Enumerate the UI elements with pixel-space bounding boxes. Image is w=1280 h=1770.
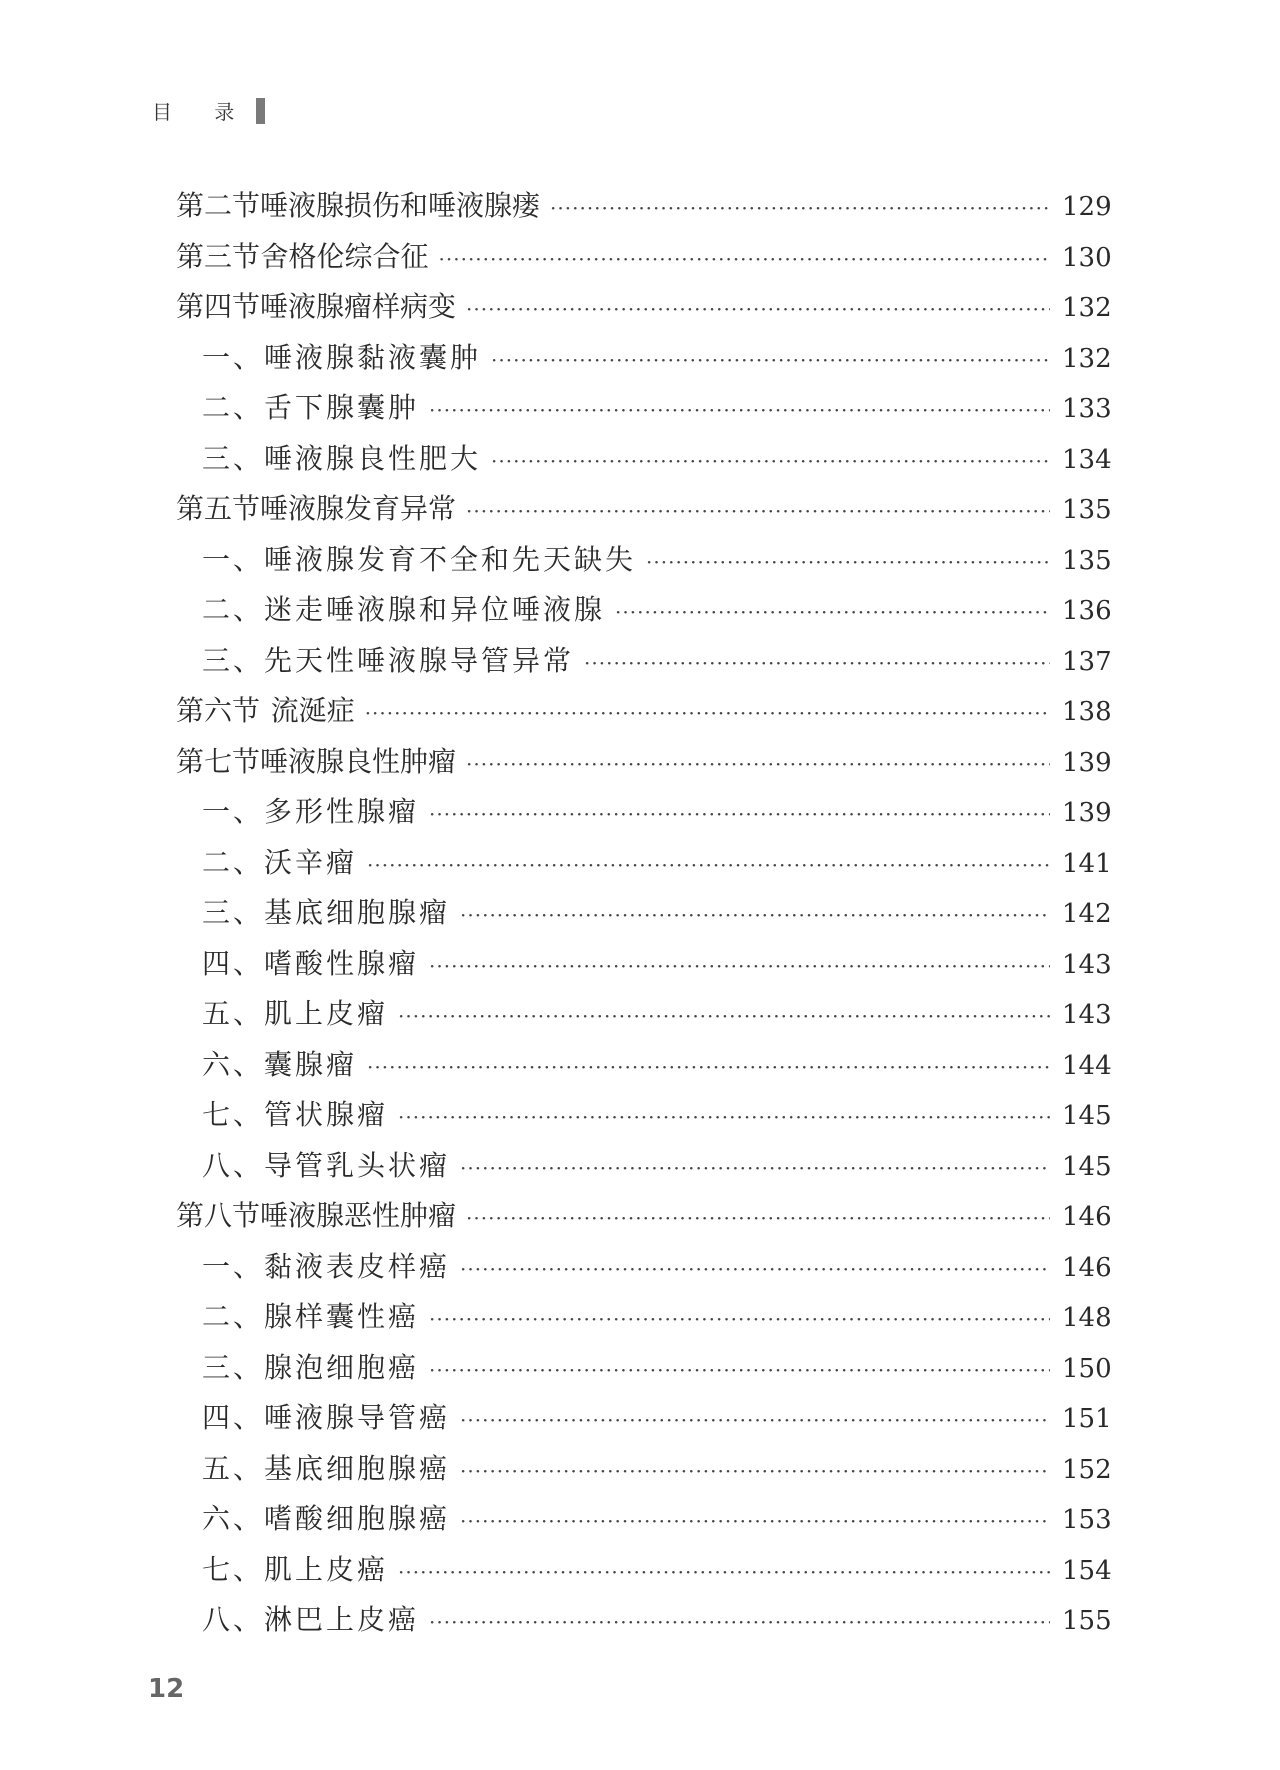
toc-leader-dots	[460, 1244, 1050, 1295]
toc-section-entry[interactable]	[176, 737, 1112, 788]
toc-leader-dots	[466, 486, 1050, 537]
toc-page-number: 132	[1062, 293, 1112, 323]
toc-leader-dots	[398, 1092, 1050, 1143]
toc-page-number: 138	[1062, 697, 1112, 727]
toc-leader-dots	[429, 789, 1050, 840]
toc-entry-title: 三、先天性唾液腺导管异常	[202, 643, 575, 677]
toc-subentry[interactable]	[176, 434, 1112, 485]
table-of-contents	[176, 181, 1112, 1646]
toc-subentry[interactable]	[176, 888, 1112, 939]
toc-leader-dots	[584, 638, 1050, 689]
toc-leader-dots	[429, 941, 1050, 992]
toc-page-number: 133	[1062, 394, 1112, 424]
toc-entry-title: 唾液腺恶性肿瘤	[260, 1199, 457, 1232]
toc-page-number: 139	[1062, 747, 1112, 778]
toc-entry-title: 唾液腺良性肿瘤	[260, 744, 457, 778]
toc-leader-dots	[429, 1597, 1050, 1648]
toc-entry-title: 一、多形性腺瘤	[202, 795, 420, 828]
toc-entry-title: 一、黏液表皮样癌	[202, 1249, 451, 1283]
toc-subentry[interactable]	[176, 989, 1112, 1040]
toc-page-number: 151	[1062, 1404, 1112, 1434]
page-number: 12	[148, 1674, 185, 1704]
toc-subentry[interactable]	[176, 1141, 1112, 1192]
toc-section-number: 第二节	[176, 189, 261, 222]
toc-page-number: 144	[1062, 1050, 1112, 1081]
toc-page-number: 142	[1062, 899, 1112, 929]
toc-leader-dots	[398, 991, 1050, 1042]
toc-subentry[interactable]	[176, 1595, 1112, 1646]
toc-page-number: 152	[1062, 1454, 1112, 1485]
toc-subentry[interactable]	[176, 1494, 1112, 1545]
toc-entry-title: 七、管状腺瘤	[202, 1098, 389, 1131]
toc-entry-title: 六、囊腺瘤	[202, 1047, 358, 1081]
toc-section-entry[interactable]	[176, 1191, 1112, 1242]
toc-leader-dots	[460, 890, 1050, 941]
toc-section-entry[interactable]	[176, 484, 1112, 535]
header-bar	[256, 98, 265, 124]
toc-page-number: 146	[1062, 1252, 1112, 1283]
toc-leader-dots	[429, 1294, 1050, 1345]
header-title: 目 录	[152, 100, 253, 124]
toc-leader-dots	[466, 739, 1050, 790]
toc-leader-dots	[550, 183, 1050, 234]
toc-section-number: 第七节	[176, 744, 261, 778]
toc-entry-title: 四、唾液腺导管癌	[202, 1401, 451, 1434]
toc-page-number: 130	[1062, 242, 1112, 273]
toc-subentry[interactable]	[176, 939, 1112, 990]
toc-entry-title: 舍格伦综合征	[260, 239, 429, 273]
toc-page-number: 139	[1062, 798, 1112, 828]
toc-entry-title: 五、基底细胞腺癌	[202, 1451, 451, 1485]
toc-entry-title: 唾液腺损伤和唾液腺瘘	[260, 189, 541, 222]
toc-page-number: 143	[1062, 949, 1112, 980]
toc-leader-dots	[491, 436, 1050, 487]
toc-page-number: 137	[1062, 646, 1112, 677]
toc-entry-title: 二、腺样囊性癌	[202, 1300, 420, 1333]
toc-subentry[interactable]	[176, 585, 1112, 636]
toc-entry-title: 七、肌上皮癌	[202, 1552, 389, 1586]
toc-subentry[interactable]	[176, 1343, 1112, 1394]
toc-entry-title: 三、唾液腺良性肥大	[202, 441, 482, 475]
toc-page-number: 129	[1062, 192, 1112, 222]
toc-subentry[interactable]	[176, 1393, 1112, 1444]
toc-page-number: 141	[1062, 848, 1112, 879]
toc-leader-dots	[646, 537, 1050, 588]
toc-entry-title: 流涎症	[270, 694, 355, 727]
toc-entry-title: 一、唾液腺黏液囊肿	[202, 340, 482, 374]
toc-subentry[interactable]	[176, 1040, 1112, 1091]
toc-leader-dots	[491, 335, 1050, 386]
toc-subentry[interactable]	[176, 1292, 1112, 1343]
toc-subentry[interactable]	[176, 787, 1112, 838]
toc-entry-title: 唾液腺发育异常	[260, 492, 457, 525]
toc-page-number: 148	[1062, 1303, 1112, 1333]
toc-leader-dots	[466, 284, 1050, 335]
toc-leader-dots	[398, 1547, 1050, 1598]
toc-page-number: 135	[1062, 495, 1112, 525]
toc-section-number: 第六节	[176, 694, 261, 727]
toc-subentry[interactable]	[176, 636, 1112, 687]
toc-subentry[interactable]	[176, 383, 1112, 434]
toc-leader-dots	[429, 385, 1050, 436]
toc-page-number: 134	[1062, 444, 1112, 475]
toc-entry-title: 八、导管乳头状瘤	[202, 1148, 451, 1182]
toc-entry-title: 三、基底细胞腺瘤	[202, 896, 451, 929]
toc-leader-dots	[367, 840, 1050, 891]
toc-section-number: 第四节	[176, 290, 261, 323]
toc-page-number: 145	[1062, 1101, 1112, 1131]
toc-leader-dots	[460, 1143, 1050, 1194]
toc-leader-dots	[460, 1496, 1050, 1547]
toc-leader-dots	[429, 1345, 1050, 1396]
toc-subentry[interactable]	[176, 1242, 1112, 1293]
toc-page-number: 150	[1062, 1353, 1112, 1384]
running-header	[152, 96, 265, 125]
toc-page-number: 145	[1062, 1151, 1112, 1182]
toc-page-number: 135	[1062, 545, 1112, 576]
toc-leader-dots	[367, 1042, 1050, 1093]
toc-subentry[interactable]	[176, 535, 1112, 586]
toc-leader-dots	[460, 1395, 1050, 1446]
toc-page-number: 136	[1062, 596, 1112, 626]
toc-section-entry[interactable]	[176, 282, 1112, 333]
toc-page-number: 146	[1062, 1202, 1112, 1232]
toc-entry-title: 唾液腺瘤样病变	[260, 290, 457, 323]
toc-entry-title: 四、嗜酸性腺瘤	[202, 946, 420, 980]
toc-section-number: 第五节	[176, 492, 261, 525]
toc-leader-dots	[365, 688, 1050, 739]
toc-entry-title: 一、唾液腺发育不全和先天缺失	[202, 542, 637, 576]
toc-subentry[interactable]	[176, 838, 1112, 889]
toc-subentry[interactable]	[176, 1090, 1112, 1141]
toc-section-entry[interactable]	[176, 686, 1112, 737]
toc-subentry[interactable]	[176, 333, 1112, 384]
toc-subentry[interactable]	[176, 1444, 1112, 1495]
toc-entry-title: 三、腺泡细胞癌	[202, 1350, 420, 1384]
toc-entry-title: 二、沃辛瘤	[202, 845, 358, 879]
toc-section-number: 第三节	[176, 239, 261, 273]
toc-leader-dots	[439, 234, 1050, 285]
toc-page-number: 153	[1062, 1505, 1112, 1535]
toc-page-number: 143	[1062, 1000, 1112, 1030]
toc-leader-dots	[615, 587, 1050, 638]
toc-page-number: 132	[1062, 343, 1112, 374]
toc-section-number: 第八节	[176, 1199, 261, 1232]
toc-page-number: 154	[1062, 1555, 1112, 1586]
toc-entry-title: 六、嗜酸细胞腺癌	[202, 1502, 451, 1535]
toc-entry-title: 八、淋巴上皮癌	[202, 1603, 420, 1636]
toc-subentry[interactable]	[176, 1545, 1112, 1596]
toc-leader-dots	[460, 1446, 1050, 1497]
toc-section-entry[interactable]	[176, 232, 1112, 283]
toc-entry-title: 二、迷走唾液腺和异位唾液腺	[202, 593, 606, 626]
toc-page-number: 155	[1062, 1606, 1112, 1636]
toc-section-entry[interactable]	[176, 181, 1112, 232]
toc-leader-dots	[466, 1193, 1050, 1244]
toc-entry-title: 二、舌下腺囊肿	[202, 391, 420, 424]
toc-entry-title: 五、肌上皮瘤	[202, 997, 389, 1030]
